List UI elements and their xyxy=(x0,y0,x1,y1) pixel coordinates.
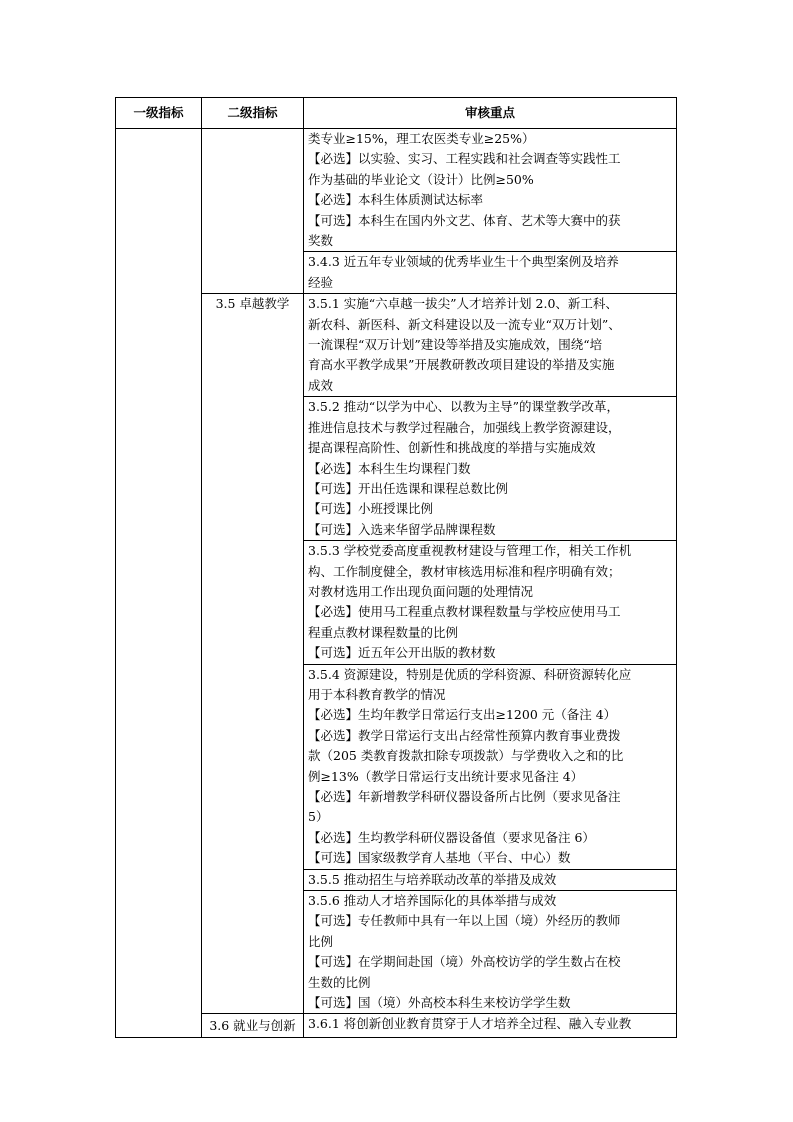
text-line: 【可选】小班授课比例 xyxy=(308,501,434,517)
table-header-row xyxy=(116,98,677,129)
header-level2: 二级指标 xyxy=(202,98,304,129)
text-line: 【必选】年新增教学科研仪器设备所占比例（要求见备注 xyxy=(308,789,621,804)
focus-cell-354 xyxy=(304,664,677,869)
text-line: 作为基础的毕业论文（设计）比例≥50% xyxy=(308,171,534,187)
focus-cell-352 xyxy=(304,397,677,541)
text-line: 3.6.1 将创新创业教育贯穿于人才培养全过程、融入专业教 xyxy=(308,1016,632,1032)
text-line: 类专业≥15%，理工农医类专业≥25%） xyxy=(308,131,535,146)
focus-cell-356 xyxy=(304,891,677,1014)
text-line: 3.4.3 近五年专业领域的优秀毕业生十个典型案例及培养 xyxy=(308,254,619,270)
focus-cell-353 xyxy=(304,541,677,664)
text-line: 生数的比例 xyxy=(308,974,371,990)
level2-cell-employment-innovation: 3.6 就业与创新 xyxy=(202,1014,304,1037)
text-line: 推进信息技术与教学过程融合，加强线上教学资源建设， xyxy=(308,419,621,435)
text-line: 【可选】本科生在国内外文艺、体育、艺术等大赛中的获 xyxy=(308,212,621,228)
text-line: 例≥13%（教学日常运行支出统计要求见备注 4） xyxy=(308,768,584,784)
text-line: 3.5.6 推动人才培养国际化的具体举措与成效 xyxy=(308,893,557,909)
focus-cell-351 xyxy=(304,294,677,397)
level2-cell-empty xyxy=(202,129,304,294)
text-line: 【可选】在学期间赴国（境）外高校访学的学生数占在校 xyxy=(308,954,621,970)
text-line: 对教材选用工作出现负面问题的处理情况 xyxy=(308,583,534,599)
focus-cell-practice xyxy=(304,129,677,252)
text-line: 【可选】近五年公开出版的教材数 xyxy=(308,645,496,661)
audit-indicator-table xyxy=(115,97,677,1038)
text-line: 3.5.2 推动“以学为中心、以教为主导”的课堂教学改革， xyxy=(308,399,620,415)
focus-cell-343 xyxy=(304,252,677,294)
text-line: 3.5.4 资源建设，特别是优质的学科资源、科研资源转化应 xyxy=(308,666,632,682)
text-line: 【可选】国（境）外高校本科生来校访学学生数 xyxy=(308,995,571,1011)
text-line: 【必选】教学日常运行支出占经常性预算内教育事业费拨 xyxy=(308,727,621,743)
header-level1: 一级指标 xyxy=(116,98,202,129)
text-line: 3.5.3 学校党委高度重视教材建设与管理工作，相关工作机 xyxy=(308,543,632,559)
text-line: 一流课程“双万计划”建设等举措及实施成效，围绕“培 xyxy=(308,337,603,353)
text-line: 3.5.1 实施“六卓越一拔尖”人才培养计划 2.0、新工科、 xyxy=(308,296,618,312)
text-line: 比例 xyxy=(308,933,334,949)
text-line: 经验 xyxy=(308,274,334,290)
header-focus: 审核重点 xyxy=(304,98,677,129)
text-line: 构、工作制度健全，教材审核选用标准和程序明确有效； xyxy=(308,563,621,579)
text-line: 款（205 类教育拨款扣除专项拨款）与学费收入之和的比 xyxy=(308,748,624,764)
text-line: 【必选】以实验、实习、工程实践和社会调查等实践性工 xyxy=(308,151,621,167)
text-line: 【可选】开出任选课和课程总数比例 xyxy=(308,480,509,496)
text-line: 提高课程高阶性、创新性和挑战度的举措与实施成效 xyxy=(308,440,596,456)
text-line: 3.5.5 推动招生与培养联动改革的举措及成效 xyxy=(308,871,557,887)
text-line: 【必选】生均教学科研仪器设备值（要求见备注 6） xyxy=(308,829,595,845)
text-line: 用于本科教育教学的情况 xyxy=(308,686,446,702)
text-line: 【可选】专任教师中具有一年以上国（境）外经历的教师 xyxy=(308,913,621,929)
text-line: 【必选】本科生生均课程门数 xyxy=(308,460,471,476)
text-line: 奖数 xyxy=(308,233,334,249)
text-line: 【可选】国家级教学育人基地（平台、中心）数 xyxy=(308,850,571,866)
level2-cell-excellent-teaching: 3.5 卓越教学 xyxy=(202,294,304,1014)
text-line: 程重点教材课程数量的比例 xyxy=(308,624,459,640)
text-line: 【必选】本科生体质测试达标率 xyxy=(308,192,484,208)
text-line: 【可选】入选来华留学品牌课程数 xyxy=(308,521,496,537)
text-line: 育高水平教学成果”开展教研教改项目建设的举措及实施 xyxy=(308,357,615,373)
focus-cell-355 xyxy=(304,869,677,890)
text-line: 【必选】使用马工程重点教材课程数量与学校应使用马工 xyxy=(308,604,621,620)
text-line: 5） xyxy=(308,809,329,825)
text-line: 新农科、新医科、新文科建设以及一流专业“双万计划”、 xyxy=(308,316,621,332)
focus-cell-361 xyxy=(304,1014,677,1037)
text-line: 成效 xyxy=(308,377,334,393)
level1-cell xyxy=(116,129,202,1038)
table-row xyxy=(116,129,677,252)
text-line: 【必选】生均年教学日常运行支出≥1200 元（备注 4） xyxy=(308,707,617,723)
